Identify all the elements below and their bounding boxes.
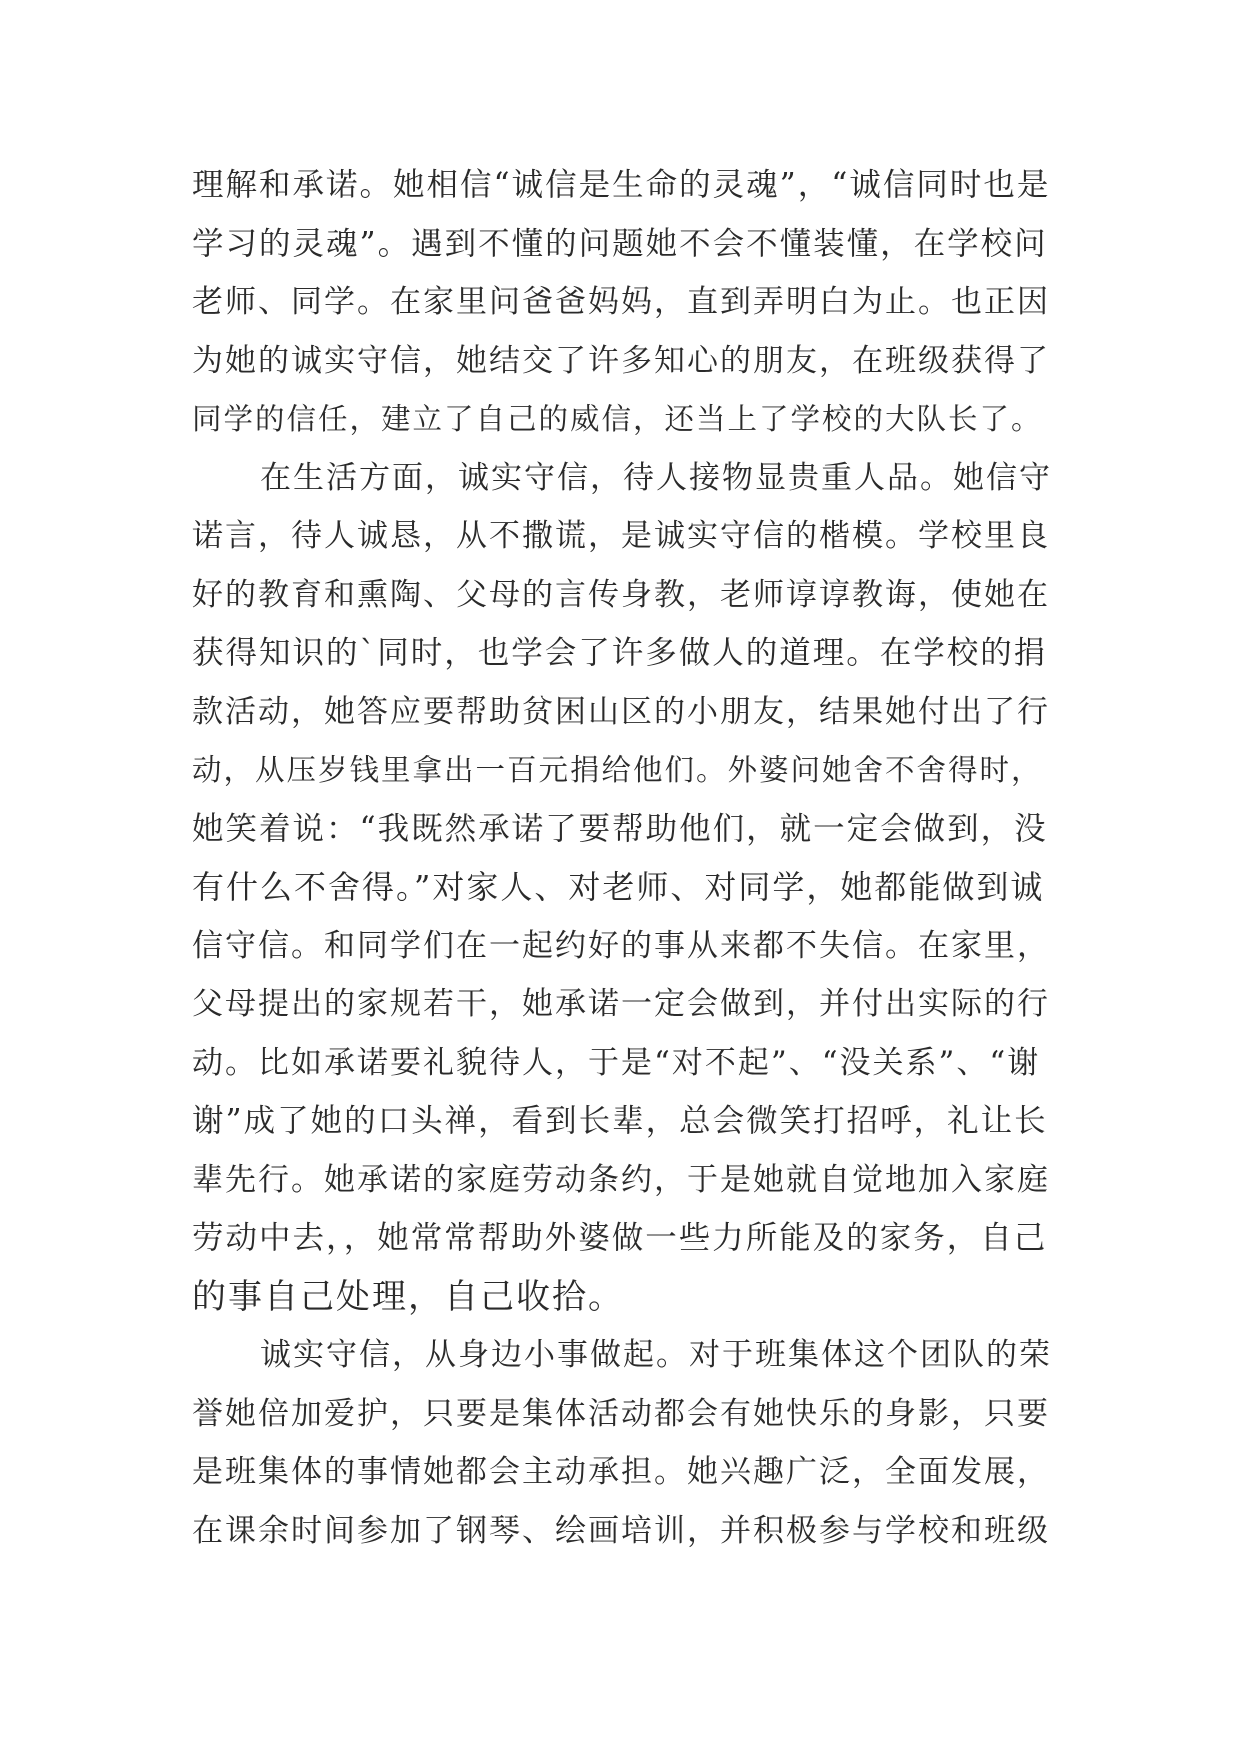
text-line: 她笑着说：“我既然承诺了要帮助他们，就一定会做到，没 (192, 810, 1048, 847)
text-line: 诺言，待人诚恳，从不撒谎，是诚实守信的楷模。学校里良 (192, 518, 1050, 554)
text-line: 好的教育和熏陶、父母的言传身教，老师谆谆教诲，使她在 (192, 576, 1050, 613)
text-line: 动，从压岁钱里拿出一百元捐给他们。外婆问她舍不舍得时， (192, 753, 1043, 787)
text-line: 老师、同学。在家里问爸爸妈妈，直到弄明白为止。也正因 (192, 284, 1050, 320)
text-line: 誉她倍加爱护，只要是集体活动都会有她快乐的身影，只要 (192, 1395, 1050, 1432)
text-line: 信守信。和同学们在一起约好的事从来都不失信。在家里， (192, 927, 1050, 964)
text-line: 辈先行。她承诺的家庭劳动条约，于是她就自觉地加入家庭 (192, 1161, 1050, 1198)
text-line: 学习的灵魂”。遇到不懂的问题她不会不懂装懂，在学校问 (192, 225, 1048, 262)
text-line: 款活动，她答应要帮助贫困山区的小朋友，结果她付出了行 (192, 693, 1050, 730)
text-line: 获得知识的`同时，也学会了许多做人的道理。在学校的捐 (192, 635, 1048, 671)
text-line: 理解和承诺。她相信“诚信是生命的灵魂”，“诚信同时也是 (192, 167, 1051, 203)
document-body (192, 156, 1052, 1560)
text-line: 谢”成了她的口头禅，看到长辈，总会微笑打招呼，礼让长 (192, 1103, 1048, 1139)
text-line: 诚实守信，从身边小事做起。对于班集体这个团队的荣 (260, 1337, 1052, 1373)
text-line: 的事自己处理，自己收拾。 (192, 1276, 624, 1317)
text-line: 有什么不舍得。”对家人、对老师、对同学，她都能做到诚 (192, 868, 1045, 906)
text-line: 动。比如承诺要礼貌待人，于是“对不起”、“没关系”、“谢 (192, 1044, 1041, 1081)
text-line: 为她的诚实守信，她结交了许多知心的朋友，在班级获得了 (192, 342, 1050, 379)
text-line: 是班集体的事情她都会主动承担。她兴趣广泛，全面发展， (192, 1454, 1050, 1490)
text-line: 在课余时间参加了钢琴、绘画培训，并积极参与学校和班级 (192, 1512, 1050, 1549)
text-line: 同学的信任，建立了自己的威信，还当上了学校的大队长了。 (192, 402, 1043, 436)
text-line: 劳动中去，，她常常帮助外婆做一些力所能及的家务，自己 (192, 1220, 1048, 1256)
text-line: 在生活方面，诚实守信，待人接物显贵重人品。她信守 (260, 459, 1052, 496)
text-line: 父母提出的家规若干，她承诺一定会做到，并付出实际的行 (192, 986, 1050, 1022)
